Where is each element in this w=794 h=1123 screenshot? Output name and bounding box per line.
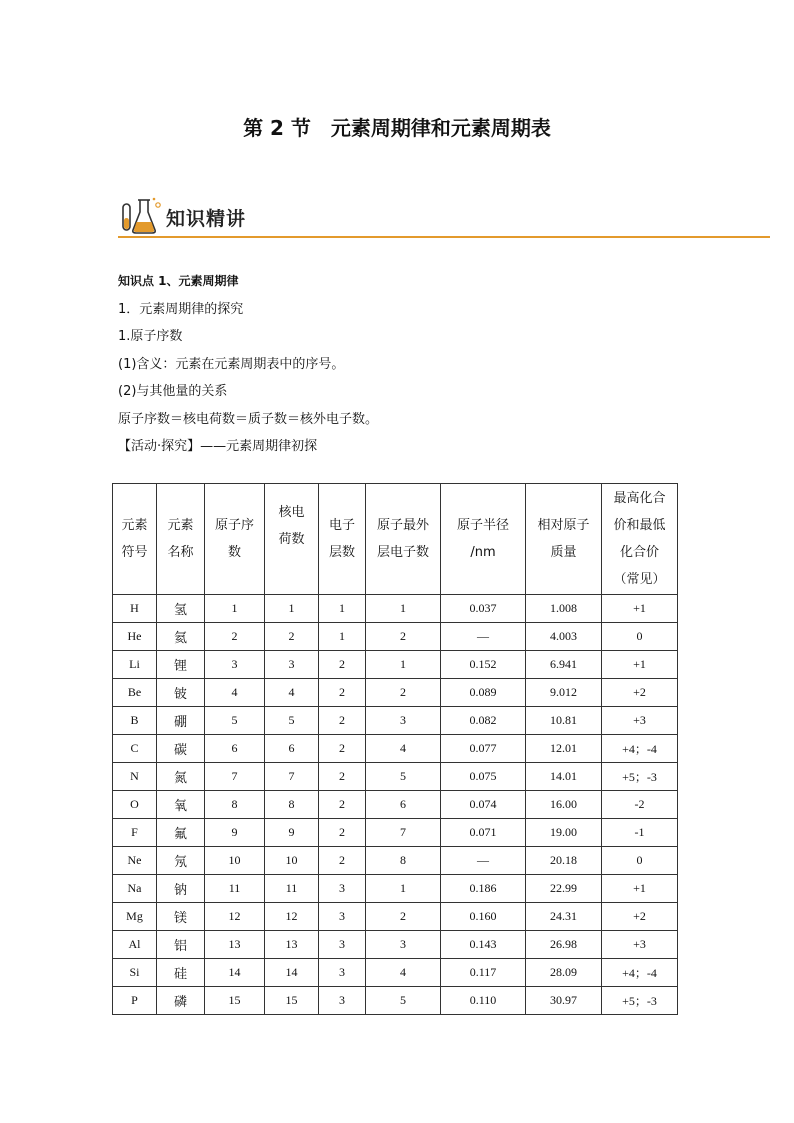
table-cell: C bbox=[113, 735, 157, 763]
table-cell: — bbox=[441, 623, 526, 651]
table-cell: 1 bbox=[366, 595, 441, 623]
header-line: 原子序 bbox=[214, 518, 254, 533]
table-cell: 0.152 bbox=[441, 651, 526, 679]
table-cell: +4；-4 bbox=[602, 959, 678, 987]
table-cell: 3 bbox=[319, 959, 366, 987]
table-cell: 9 bbox=[265, 819, 319, 847]
table-cell: 10 bbox=[265, 847, 319, 875]
table-cell: 氧 bbox=[157, 791, 205, 819]
table-row bbox=[113, 791, 678, 819]
table-cell: +1 bbox=[602, 595, 678, 623]
table-cell: 5 bbox=[265, 707, 319, 735]
table-row bbox=[113, 735, 678, 763]
header-line: 荷数 bbox=[278, 531, 305, 547]
header-electron-shells bbox=[319, 484, 366, 595]
table-cell: 3 bbox=[366, 707, 441, 735]
table-row bbox=[113, 819, 678, 847]
table-cell: 碳 bbox=[157, 735, 205, 763]
table-cell: 2 bbox=[319, 791, 366, 819]
subsection-heading: 1．元素周期律的探究 bbox=[118, 301, 244, 317]
header-line: 电子 bbox=[328, 518, 355, 533]
table-row bbox=[113, 707, 678, 735]
table-cell: 1 bbox=[366, 651, 441, 679]
section-banner-label: 知识精讲 bbox=[166, 208, 247, 230]
header-line: 符号 bbox=[121, 545, 148, 560]
table-cell: 13 bbox=[205, 931, 265, 959]
body-content bbox=[118, 268, 738, 461]
table-cell: 22.99 bbox=[526, 875, 602, 903]
table-row bbox=[113, 987, 678, 1015]
table-cell: 14.01 bbox=[526, 763, 602, 791]
header-line: 层电子数 bbox=[376, 545, 429, 560]
table-cell: O bbox=[113, 791, 157, 819]
table-cell: Be bbox=[113, 679, 157, 707]
table-cell: 2 bbox=[319, 735, 366, 763]
table-cell: 12.01 bbox=[526, 735, 602, 763]
table-cell: 1.008 bbox=[526, 595, 602, 623]
table-cell: 9.012 bbox=[526, 679, 602, 707]
table-cell: 16.00 bbox=[526, 791, 602, 819]
table-cell: +2 bbox=[602, 679, 678, 707]
table-cell: 0.071 bbox=[441, 819, 526, 847]
table-cell: 13 bbox=[265, 931, 319, 959]
header-element-symbol bbox=[113, 484, 157, 595]
table-cell: 0.089 bbox=[441, 679, 526, 707]
table-cell: P bbox=[113, 987, 157, 1015]
table-cell: 0.075 bbox=[441, 763, 526, 791]
table-cell: 3 bbox=[319, 987, 366, 1015]
table-cell: 2 bbox=[319, 847, 366, 875]
table-cell: 19.00 bbox=[526, 819, 602, 847]
table-cell: 7 bbox=[366, 819, 441, 847]
table-row bbox=[113, 651, 678, 679]
relation-text: 原子序数＝核电荷数＝质子数＝核外电子数。 bbox=[118, 411, 379, 427]
table-cell: 0.117 bbox=[441, 959, 526, 987]
table-cell: +3 bbox=[602, 931, 678, 959]
table-cell: 0.077 bbox=[441, 735, 526, 763]
table-cell: 2 bbox=[366, 679, 441, 707]
table-cell: He bbox=[113, 623, 157, 651]
table-row bbox=[113, 763, 678, 791]
table-cell: 0.110 bbox=[441, 987, 526, 1015]
table-cell: 1 bbox=[366, 875, 441, 903]
table-row bbox=[113, 903, 678, 931]
header-line: （常见） bbox=[613, 572, 666, 587]
table-cell: Al bbox=[113, 931, 157, 959]
table-cell: 磷 bbox=[157, 987, 205, 1015]
table-cell: 氦 bbox=[157, 623, 205, 651]
table-cell: 2 bbox=[319, 763, 366, 791]
table-cell: +5；-3 bbox=[602, 987, 678, 1015]
table-cell: 8 bbox=[205, 791, 265, 819]
element-data-table bbox=[112, 483, 678, 1015]
table-cell: 6.941 bbox=[526, 651, 602, 679]
table-row bbox=[113, 595, 678, 623]
table-cell: 7 bbox=[205, 763, 265, 791]
knowledge-point-heading: 知识点 1、元素周期律 bbox=[118, 274, 239, 288]
table-cell: 锂 bbox=[157, 651, 205, 679]
table-cell: 2 bbox=[366, 623, 441, 651]
table-cell: 0 bbox=[602, 847, 678, 875]
table-cell: — bbox=[441, 847, 526, 875]
header-line: 数 bbox=[227, 545, 241, 560]
table-cell: 3 bbox=[205, 651, 265, 679]
header-line: 化合价 bbox=[619, 545, 659, 560]
table-cell: +1 bbox=[602, 651, 678, 679]
table-cell: 3 bbox=[319, 875, 366, 903]
table-cell: 15 bbox=[265, 987, 319, 1015]
table-cell: 10.81 bbox=[526, 707, 602, 735]
table-cell: Li bbox=[113, 651, 157, 679]
table-cell: 2 bbox=[265, 623, 319, 651]
header-nuclear-charge bbox=[265, 484, 319, 595]
table-cell: 钠 bbox=[157, 875, 205, 903]
table-cell: Si bbox=[113, 959, 157, 987]
header-relative-atomic-mass bbox=[526, 484, 602, 595]
header-line: 质量 bbox=[550, 545, 577, 560]
table-cell: 6 bbox=[265, 735, 319, 763]
section-banner bbox=[118, 196, 770, 240]
activity-heading: 【活动·探究】——元素周期律初探 bbox=[118, 439, 318, 454]
table-cell: 2 bbox=[319, 707, 366, 735]
header-valence bbox=[602, 484, 678, 595]
table-cell: 2 bbox=[366, 903, 441, 931]
table-cell: 2 bbox=[319, 679, 366, 707]
table-cell: 铝 bbox=[157, 931, 205, 959]
header-element-name bbox=[157, 484, 205, 595]
chemistry-flask-icon bbox=[118, 196, 166, 236]
table-cell: 11 bbox=[265, 875, 319, 903]
table-cell: 0.074 bbox=[441, 791, 526, 819]
definition-text: (1)含义：元素在元素周期表中的序号。 bbox=[118, 356, 345, 372]
table-cell: -2 bbox=[602, 791, 678, 819]
table-cell: +1 bbox=[602, 875, 678, 903]
page-title: 第 2 节 元素周期律和元素周期表 bbox=[243, 116, 551, 140]
table-cell: +3 bbox=[602, 707, 678, 735]
table-cell: 4 bbox=[265, 679, 319, 707]
table-cell: 8 bbox=[265, 791, 319, 819]
table-cell: 5 bbox=[366, 987, 441, 1015]
section-divider bbox=[118, 236, 770, 238]
header-line bbox=[265, 553, 318, 580]
table-cell: 3 bbox=[319, 931, 366, 959]
table-cell: 4 bbox=[205, 679, 265, 707]
table-cell: 12 bbox=[265, 903, 319, 931]
header-line: /nm bbox=[470, 545, 496, 560]
table-cell: 0.037 bbox=[441, 595, 526, 623]
relation-heading: (2)与其他量的关系 bbox=[118, 384, 228, 399]
table-cell: 7 bbox=[265, 763, 319, 791]
table-cell: 4.003 bbox=[526, 623, 602, 651]
header-line: 元素 bbox=[121, 518, 148, 533]
table-cell: 6 bbox=[205, 735, 265, 763]
table-cell: 0 bbox=[602, 623, 678, 651]
table-cell: 6 bbox=[366, 791, 441, 819]
table-row bbox=[113, 959, 678, 987]
header-line: 原子半径 bbox=[456, 518, 509, 533]
table-cell: 28.09 bbox=[526, 959, 602, 987]
table-cell: -1 bbox=[602, 819, 678, 847]
header-atomic-radius bbox=[441, 484, 526, 595]
header-line: 元素 bbox=[167, 518, 194, 533]
header-line: 层数 bbox=[328, 545, 355, 560]
table-cell: 4 bbox=[366, 959, 441, 987]
table-cell: 铍 bbox=[157, 679, 205, 707]
table-cell: 14 bbox=[265, 959, 319, 987]
header-line: 名称 bbox=[167, 545, 194, 560]
table-row bbox=[113, 847, 678, 875]
table-cell: F bbox=[113, 819, 157, 847]
table-cell: 5 bbox=[366, 763, 441, 791]
table-cell: Ne bbox=[113, 847, 157, 875]
table-cell: 26.98 bbox=[526, 931, 602, 959]
header-atomic-number bbox=[205, 484, 265, 595]
table-row bbox=[113, 623, 678, 651]
table-cell: 氖 bbox=[157, 847, 205, 875]
table-row bbox=[113, 875, 678, 903]
topic-heading: 1.原子序数 bbox=[118, 329, 183, 344]
table-cell: 15 bbox=[205, 987, 265, 1015]
table-cell: 0.143 bbox=[441, 931, 526, 959]
table-cell: 硼 bbox=[157, 707, 205, 735]
table-row bbox=[113, 679, 678, 707]
table-cell: 11 bbox=[205, 875, 265, 903]
table-cell: +5；-3 bbox=[602, 763, 678, 791]
table-cell: 0.186 bbox=[441, 875, 526, 903]
table-cell: 0.160 bbox=[441, 903, 526, 931]
header-line: 核电 bbox=[278, 504, 305, 520]
header-line: 相对原子 bbox=[537, 518, 590, 533]
table-cell: Mg bbox=[113, 903, 157, 931]
table-header-row bbox=[113, 484, 678, 595]
table-cell: +4；-4 bbox=[602, 735, 678, 763]
header-valence-electrons bbox=[366, 484, 441, 595]
table-cell: 5 bbox=[205, 707, 265, 735]
table-cell: 0.082 bbox=[441, 707, 526, 735]
table-cell: 硅 bbox=[157, 959, 205, 987]
table-cell: 1 bbox=[205, 595, 265, 623]
table-cell: 12 bbox=[205, 903, 265, 931]
table-cell: +2 bbox=[602, 903, 678, 931]
table-cell: 氢 bbox=[157, 595, 205, 623]
table-cell: H bbox=[113, 595, 157, 623]
table-cell: 4 bbox=[366, 735, 441, 763]
table-cell: 3 bbox=[319, 903, 366, 931]
header-line: 价和最低 bbox=[613, 518, 666, 533]
table-cell: 9 bbox=[205, 819, 265, 847]
table-cell: 1 bbox=[319, 595, 366, 623]
table-cell: 2 bbox=[319, 651, 366, 679]
table-row bbox=[113, 931, 678, 959]
table-cell: 24.31 bbox=[526, 903, 602, 931]
table-cell: 14 bbox=[205, 959, 265, 987]
table-cell: 20.18 bbox=[526, 847, 602, 875]
table-cell: 1 bbox=[319, 623, 366, 651]
table-cell: B bbox=[113, 707, 157, 735]
table-cell: 30.97 bbox=[526, 987, 602, 1015]
table-cell: 2 bbox=[319, 819, 366, 847]
table-cell: 3 bbox=[366, 931, 441, 959]
table-cell: 氮 bbox=[157, 763, 205, 791]
table-cell: Na bbox=[113, 875, 157, 903]
table-cell: 3 bbox=[265, 651, 319, 679]
header-line: 原子最外 bbox=[376, 518, 429, 533]
table-cell: 10 bbox=[205, 847, 265, 875]
header-line: 最高化合 bbox=[613, 491, 666, 506]
table-cell: N bbox=[113, 763, 157, 791]
table-cell: 镁 bbox=[157, 903, 205, 931]
table-cell: 2 bbox=[205, 623, 265, 651]
table-cell: 氟 bbox=[157, 819, 205, 847]
table-cell: 8 bbox=[366, 847, 441, 875]
table-cell: 1 bbox=[265, 595, 319, 623]
